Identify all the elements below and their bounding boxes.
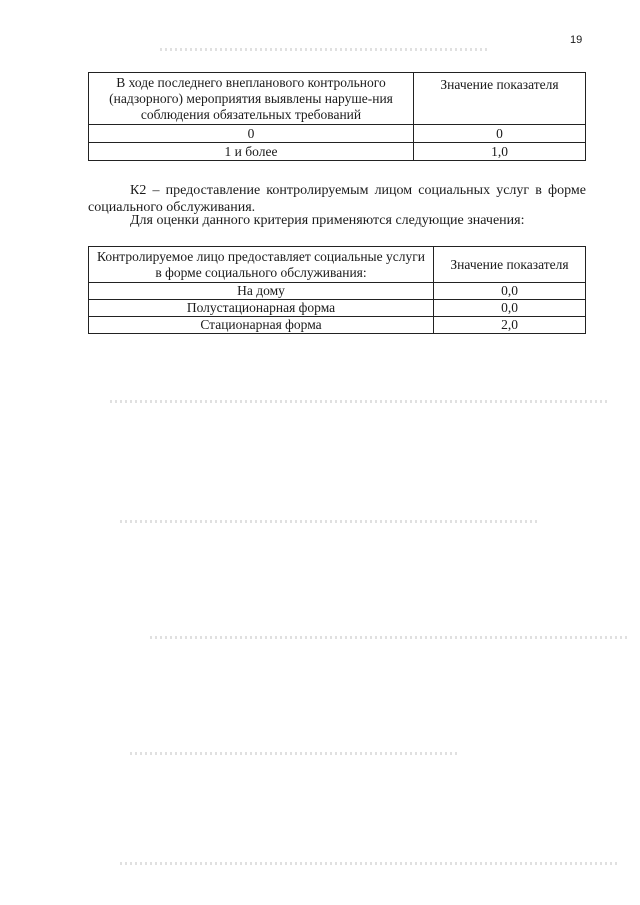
values-intro-paragraph: Для оценки данного критерия применяются следующие значения: bbox=[130, 213, 525, 228]
header-value-cell: Значение показателя bbox=[434, 247, 586, 283]
condition-cell: 1 и более bbox=[89, 143, 414, 161]
page-number: 19 bbox=[570, 34, 583, 46]
condition-cell: На дому bbox=[89, 283, 434, 300]
header-value-cell: Значение показателя bbox=[414, 73, 586, 125]
bleed-through-mark bbox=[120, 520, 540, 523]
table-header-row bbox=[89, 73, 586, 125]
table-row bbox=[89, 125, 586, 143]
value-cell: 2,0 bbox=[434, 317, 586, 334]
value-cell: 0 bbox=[414, 125, 586, 143]
header-condition-cell: В ходе последнего внепланового контрольного (надзорного) мероприятия выявлены наруше-ния соблюдения обязательных требований bbox=[89, 73, 414, 125]
table-row bbox=[89, 283, 586, 300]
k2-paragraph: К2 – предоставление контролируемым лицом социальных услуг в форме социального обслуживания. bbox=[88, 183, 586, 215]
condition-cell: Полустационарная форма bbox=[89, 300, 434, 317]
value-cell: 0,0 bbox=[434, 300, 586, 317]
table-row bbox=[89, 143, 586, 161]
bleed-through-mark bbox=[110, 400, 610, 403]
value-cell: 0,0 bbox=[434, 283, 586, 300]
table-header-row bbox=[89, 247, 586, 283]
bleed-through-mark bbox=[130, 752, 460, 755]
bleed-through-mark bbox=[120, 862, 620, 865]
violations-table bbox=[88, 72, 586, 161]
bleed-through-mark bbox=[160, 48, 490, 51]
bleed-through-mark bbox=[150, 636, 630, 639]
condition-cell: Стационарная форма bbox=[89, 317, 434, 334]
table-row bbox=[89, 317, 586, 334]
table-row bbox=[89, 300, 586, 317]
social-services-table bbox=[88, 246, 586, 334]
condition-cell: 0 bbox=[89, 125, 414, 143]
value-cell: 1,0 bbox=[414, 143, 586, 161]
header-condition-cell: Контролируемое лицо предоставляет социальные услуги в форме социального обслуживания: bbox=[89, 247, 434, 283]
